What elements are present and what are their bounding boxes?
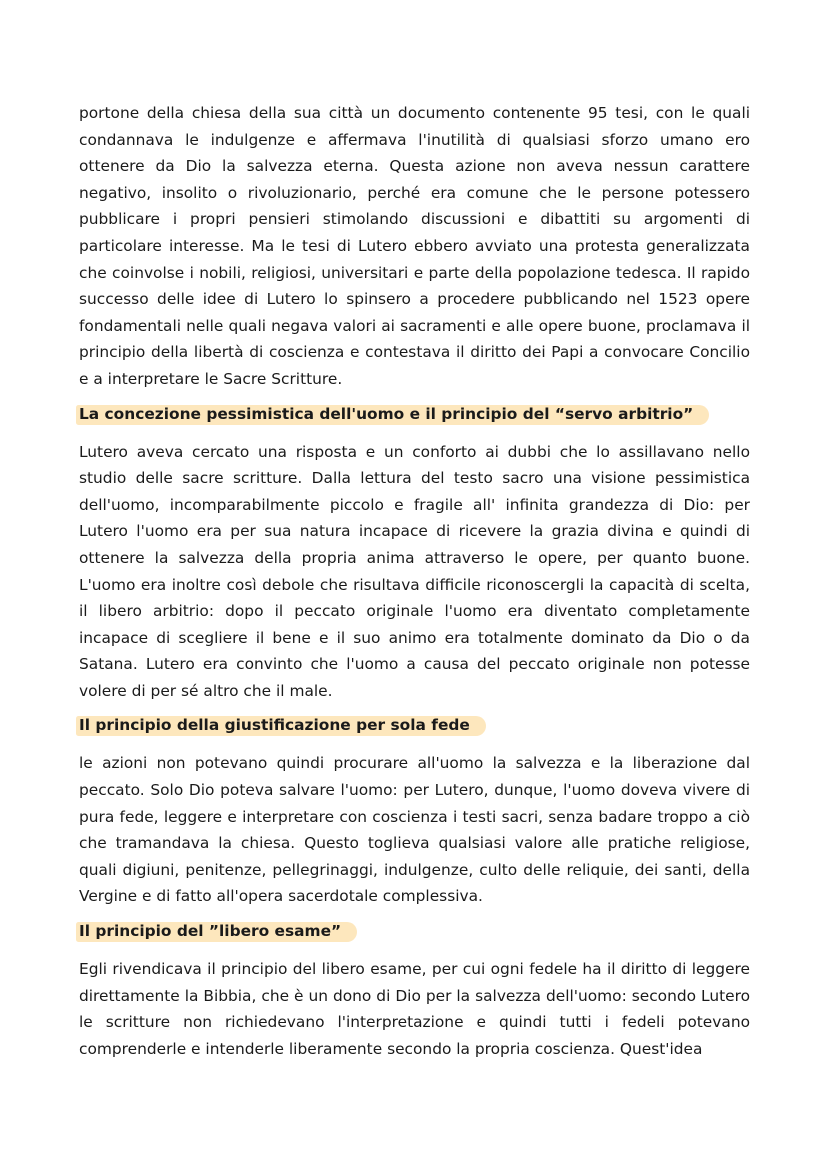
- paragraph-free-examination: Egli rivendicava il principio del libero esame, per cui ogni fedele ha il diritto di leggere direttamente la Bibbia, che è un dono di Dio per la salvezza dell'uomo: secondo Lutero le scritture non richiedevano l'interpretazione e quindi tutti i fedeli potevano comprenderle e intenderle liberamente secondo la propria coscienza. Quest'idea: [79, 960, 750, 1058]
- paragraph-justification-faith: le azioni non potevano quindi procurare all'uomo la salvezza e la liberazione dal peccato. Solo Dio poteva salvare l'uomo: per Lutero, dunque, l'uomo doveva vivere di pura fede, leggere e interpretare con coscienza i testi sacri, senza badare troppo a ciò che tramandava la chiesa. Questo toglieva qualsiasi valore alle pratiche religiose, quali digiuni, penitenze, pellegrinaggi, indulgenze, culto delle reliquie, dei santi, della Vergine e di fatto all'opera sacerdotale complessiva.: [79, 754, 750, 906]
- heading-row-sola-fede: [79, 714, 750, 740]
- paragraph-pessimistic-view: Lutero aveva cercato una risposta e un conforto ai dubbi che lo assillavano nello studio delle sacre scritture. Dalla lettura del testo sacro una visione pessimistica dell'uomo, incomparabilmente piccolo e fragile all' infinita grandezza di Dio: per Lutero l'uomo era per sua natura incapace di ricevere la grazia divina e quindi di ottenere la salvezza della propria anima attraverso le opere, per quanto buone. L'uomo era inoltre così debole che risultava difficile riconoscergli la capacità di scelta, il libero arbitrio: dopo il peccato originale l'uomo era diventato completamente incapace di scegliere il bene e il suo animo era totalmente dominato da Dio o da Satana. Lutero era convinto che l'uomo a causa del peccato originale non potesse volere di per sé altro che il male.: [79, 442, 750, 700]
- paragraph-luther-theses: portone della chiesa della sua città un documento contenente 95 tesi, con le quali condannava le indulgenze e affermava l'inutilità di qualsiasi sforzo umano ero ottenere da Dio la salvezza eterna. Questa azione non aveva nessun carattere negativo, insolito o rivoluzionario, perché era comune che le persone potessero pubblicare i propri pensieri stimolando discussioni e dibattiti su argomenti di particolare interesse. Ma le tesi di Lutero ebbero avviato una protesta generalizzata che coinvolse i nobili, religiosi, universitari e parte della popolazione tedesca. Il rapido successo delle idee di Lutero lo spinsero a procedere pubblicando nel 1523 opere fondamentali nelle quali negava valori ai sacramenti e alle opere buone, proclamava il principio della libertà di coscienza e contestava il diritto dei Papi a convocare Concilio e a interpretare le Sacre Scritture.: [79, 104, 750, 388]
- section-heading-sola-fede: Il principio della giustificazione per sola fede: [78, 714, 486, 736]
- section-heading-servo-arbitrio: La concezione pessimistica dell'uomo e il principio del “servo arbitrio”: [78, 403, 709, 425]
- heading-row-libero-esame: [79, 920, 750, 946]
- heading-row-servo-arbitrio: [79, 403, 750, 429]
- section-heading-libero-esame: Il principio del ”libero esame”: [78, 920, 357, 942]
- document-page: [79, 100, 750, 1062]
